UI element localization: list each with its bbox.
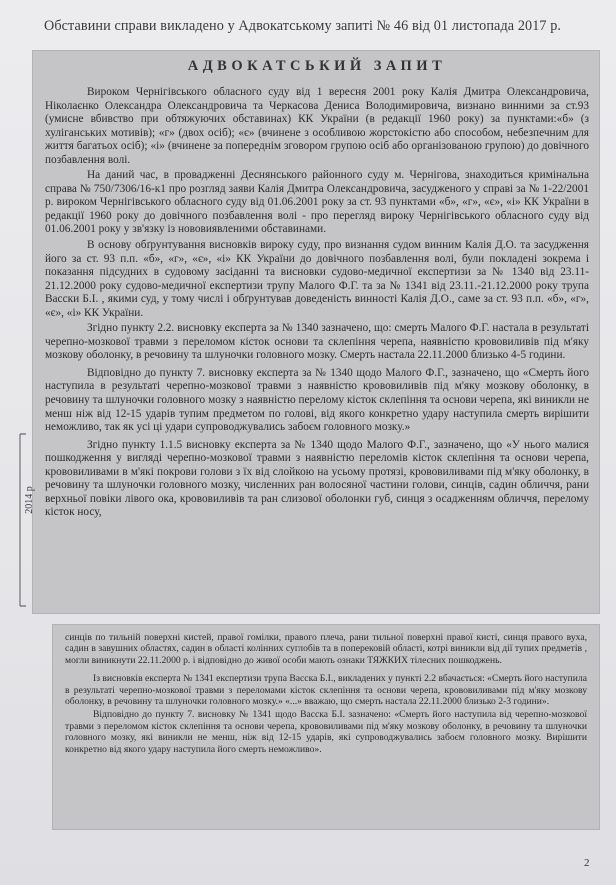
paragraph-conclusion-7: Відповідно до пункту 7. висновку експерта за № 1340 щодо Малого Ф.Г., зазначено, що «Смерть його наступила в результаті черепно-мозкової травми з наявністю крововиливів під м'яку мозкову оболонку, в речовину та шлуночки головного мозку з наявністю перелому кісток склепіння та основи черепа, які виникли не менш ніж від 12-15 ударів тупим предметом по голові, від якого конкретно удару наступила смерть вирішити неможливо, так як усі ці удари супроводжувались забоєм головного мозку.»	[45, 366, 589, 434]
page-header: Обставини справи викладено у Адвокатському запиті № 46 від 01 листопада 2017 р.	[44, 18, 562, 34]
paragraph-conclusion-1-1-5: Згідно пункту 1.1.5 висновку експерта за № 1340 щодо Малого Ф.Г., зазначено, що «У нього малися пошкодження у вигляді черепно-мозкової травми з наявністю переломів кісток склепіння та основи черепа, крововиливами в м'які покрови голови з їх від слойкою на усьому протязі, крововиливами під м'яку оболонку, в речовину та шлуночки головного мозку, численних ран волосяної частини голови, синців, садин обличчя, рани верхньої повіки лівого ока, крововиливів та ран слизової оболонки губ, синця з осадженням обличчя, перелому кісток носу,	[45, 438, 589, 519]
handwritten-margin-note	[12, 430, 38, 610]
page-number: 2	[584, 857, 590, 869]
expert-conclusion-excerpt	[52, 624, 600, 830]
lawyer-request-excerpt	[32, 50, 600, 614]
svg-text:2014 р: 2014 р	[24, 486, 35, 514]
paragraph-expert-1341-7: Відповідно до пункту 7. висновку № 1341 щодо Васска Б.І. зазначено: «Смерть його наступила від черепно-мозкової травми з переломом кісток склепіння та основи черепа, крововиливами під м'яку мозкову оболонку, в речовину та шлуночки головного мозку, які виникли не менш, ніж від 12-15 ударів, які супроводжувались забоєм головного мозку. Вирішити конкретно від якого удару наступила його смерть неможливо».	[65, 709, 587, 755]
box-title: АДВОКАТСЬКИЙ ЗАПИТ	[187, 58, 447, 74]
paragraph-conclusion-2-2: Згідно пункту 2.2. висновку експерта за № 1340 зазначено, що: смерть Малого Ф.Г. настала в результаті черепно-мозкової травми з переломом кісток основи та склепіння черепа, наявністю крововиливів під м'яку мозкову оболонку, в речовину та шлуночки головного мозку. Смерть настала 22.11.2000 близько 4-5 години.	[45, 322, 589, 362]
paragraph-grounds: В основу обґрунтування висновків вироку суду, про визнання судом винним Калія Д.О. та засудження його за ст. 93 п.п. «б», «г», «є», «і» КК України до довічного позбавлення волі, були покладені зокрема і показання підсудних в судовому засіданні та висновки судово-медичної експертизи за № 1340 від 23.11-21.12.2000 року судово-медичної експертизи трупу Малого Ф.Г. та за № 1341 від 23.11.-21.12.2000 року трупа Васски Б.І. , якими суд, у тому числі і обґрунтував доведеність винності Калія Д.О., саме за ст. 93 п.п. «б», «г», «є», «і» КК України.	[45, 239, 589, 319]
paragraph-current-case: На даний час, в провадженні Деснянського районного суду м. Чернігова, знаходиться кримінальна справа № 750/7306/16-к1 про розгляд заяви Калія Дмитра Олександровича, засудженого у справі за № 1-22/2001 р. вироком Чернігівського обласного суду від 01.06.2001 року за ст. 93 пунктами «б», «г», «є», «і» КК України в редакції 1960 року до довічного позбавлення волі - про перегляд вироку Чернігівського обласного суду від 01.06.2001 року у зв'язку із нововиявленими обставинами.	[45, 169, 589, 236]
paragraph-expert-1341-2-2: Із висновків експерта № 1341 експертизи трупа Васска Б.І., викладених у пункті 2.2 вбачається: «Смерть його наступила в результаті черепно-мозкової травми з переломами кісток склепіння та основи черепа, крововиливами під м'яку мозкову оболонку, в речовину та шлуночки головного мозку.» «...» вважаю, що смерть настала 22.11.2000 близько 2-3 години».	[65, 673, 587, 708]
paragraph-injuries-continued: синців по тильній поверхні кистей, правої гомілки, правого плеча, рани тильної поверхні правої кисті, синця правого вуха, садин в завушних областях, садин в області колінних суглобів та в поперековій області, котрі виникли від дії тупих предметів , могли виникнути 22.11.2000 р. і відповідно до живої особи мають ознаки ТЯЖКИХ тілесних пошкоджень.	[65, 632, 587, 666]
paragraph-verdict: Вироком Чернігівського обласного суду від 1 вересня 2001 року Калія Дмитра Олександровича, Ніколаєнко Олександра Олександровича та Черкасова Дениса Володимировича, визнано винними за ст.93 (умисне вбивство при обтяжуючих обставинах) КК України (в редакції 1960 року) за пунктами:«б» (з хуліганських мотивів); «г» (двох осіб); «є» (вчинене з особливою жорстокістю або способом, небезпечним для життя багатьох осіб); «і» (вчинене за попереднім зговором групою осіб або організованою групою) до довічного позбавлення волі.	[45, 86, 589, 166]
